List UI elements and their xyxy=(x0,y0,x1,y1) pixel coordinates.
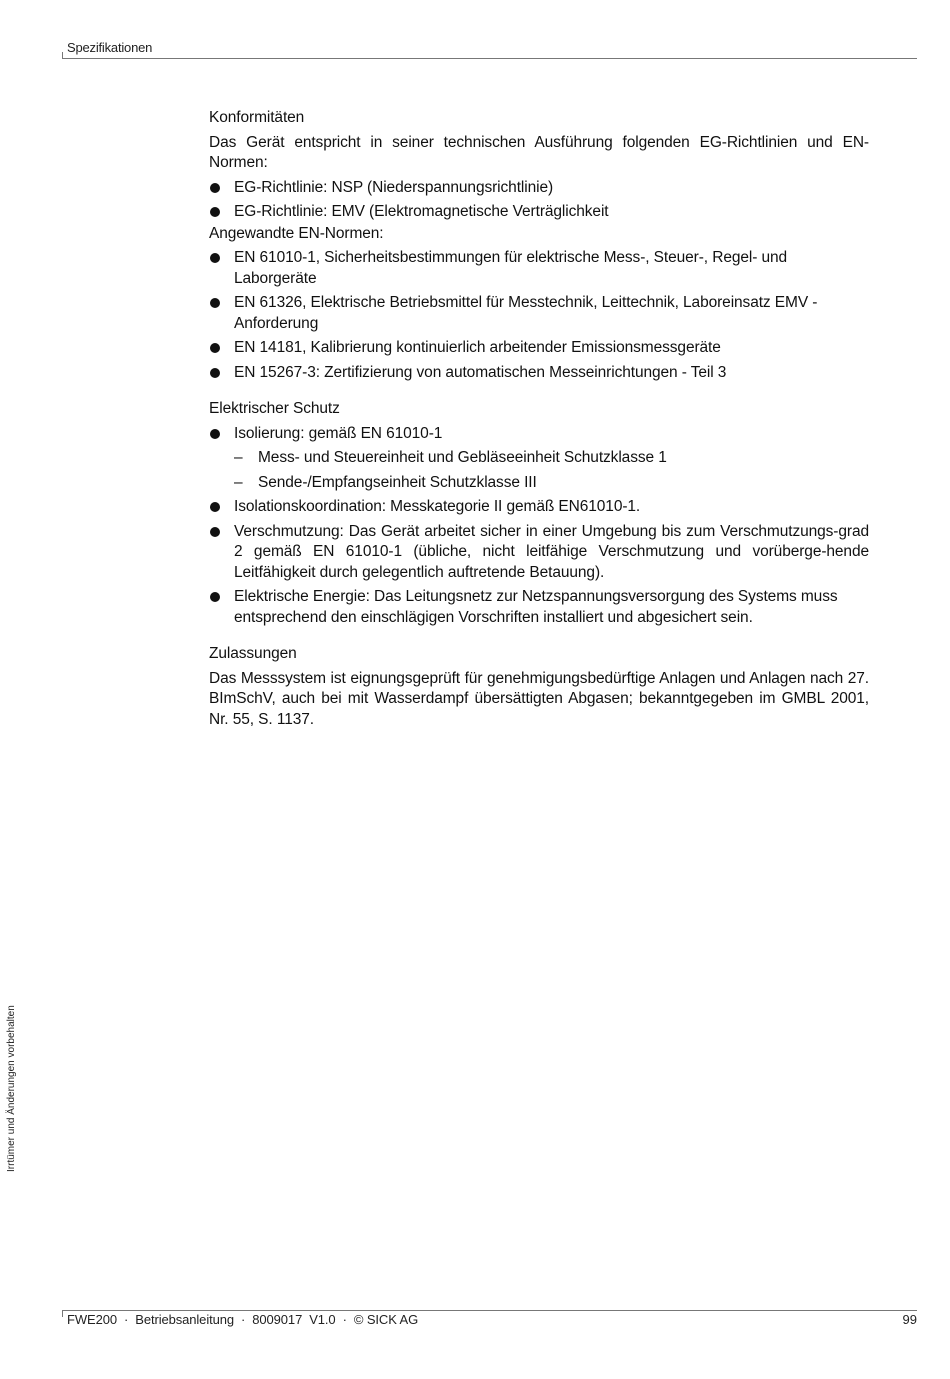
list-item-text: Mess- und Steuereinheit und Gebläseeinheit Schutzklasse 1 xyxy=(258,449,667,466)
section-title-konformitaeten: Konformitäten xyxy=(209,109,305,126)
page-number: 99 xyxy=(902,1312,917,1327)
list-item xyxy=(209,248,869,289)
list-item xyxy=(209,497,869,518)
schutz-list-continued xyxy=(209,497,869,628)
norms-label: Angewandte EN-Normen: xyxy=(209,224,384,242)
list-item xyxy=(209,448,869,469)
schutzklasse-list xyxy=(209,448,869,493)
footer-rule xyxy=(62,1310,917,1311)
dash-icon: – xyxy=(234,473,243,491)
bullet-icon xyxy=(210,527,220,537)
section-elektrischer-schutz xyxy=(209,399,869,628)
header-rule xyxy=(62,58,917,59)
bullet-icon xyxy=(210,207,220,217)
bullet-icon xyxy=(210,502,220,512)
list-item xyxy=(209,363,869,384)
list-item-text: EN 61326, Elektrische Betriebsmittel für Messtechnik, Leittechnik, Laboreinsatz EMV - Anforderung xyxy=(234,294,818,332)
list-item-text: Isolierung: gemäß EN 61010-1 xyxy=(234,424,443,442)
side-disclaimer: Irrtümer und Änderungen vorbehalten xyxy=(6,1005,17,1172)
bullet-icon xyxy=(210,183,220,193)
bullet-icon xyxy=(210,343,220,353)
list-item xyxy=(209,587,869,628)
list-item-text: EG-Richtlinie: NSP (Niederspannungsrichtlinie) xyxy=(234,178,554,196)
bullet-icon xyxy=(210,253,220,263)
list-item-text: Verschmutzung: Das Gerät arbeitet sicher in einer Umgebung bis zum Verschmutzungs-grad 2 gemäß EN 61010-1 (übliche, nicht leitfähige Verschmutzung und vorüberge-hende Leitfähigkeit durch gelegentlich auftretende Betauung). xyxy=(234,522,869,581)
zulassungen-text: Das Messsystem ist eignungsgeprüft für genehmigungsbedürftige Anlagen und Anlagen nach 27. BImSchV, auch bei mit Wasserdampf übersättigten Abgasen; bekanntgegeben im GMBL 2001, Nr. 55, S. 1137. xyxy=(209,669,869,728)
list-item-text: EN 14181, Kalibrierung kontinuierlich arbeitender Emissionsmessgeräte xyxy=(234,339,721,356)
bullet-icon xyxy=(210,298,220,308)
konformitaeten-intro: Das Gerät entspricht in seiner technischen Ausführung folgenden EG-Richtlinien und EN-Normen: xyxy=(209,133,869,171)
header-rule-tick xyxy=(62,52,63,59)
list-item-text: Sende-/Empfangseinheit Schutzklasse III xyxy=(258,473,537,491)
norms-list xyxy=(209,248,869,383)
list-item-text: EG-Richtlinie: EMV (Elektromagnetische Verträglichkeit xyxy=(234,203,609,220)
schutz-list xyxy=(209,424,869,445)
bullet-icon xyxy=(210,429,220,439)
list-item xyxy=(209,293,869,334)
page-content xyxy=(209,108,869,734)
section-title-zulassungen: Zulassungen xyxy=(209,645,297,662)
section-title-elektrischer-schutz: Elektrischer Schutz xyxy=(209,400,340,417)
dash-icon: – xyxy=(234,449,243,466)
directive-list xyxy=(209,178,869,223)
list-item xyxy=(209,178,869,199)
list-item xyxy=(209,424,869,445)
footer-rule-tick xyxy=(62,1310,63,1317)
list-item xyxy=(209,338,869,359)
list-item-text: EN 15267-3: Zertifizierung von automatischen Messeinrichtungen - Teil 3 xyxy=(234,363,727,381)
section-zulassungen xyxy=(209,644,869,730)
running-header: Spezifikationen xyxy=(67,40,153,55)
section-konformitaeten xyxy=(209,108,869,383)
list-item-text: Elektrische Energie: Das Leitungsnetz zur Netzspannungsversorgung des Systems muss entsprechend den einschlägigen Vorschriften installiert und abgesichert sein. xyxy=(234,588,838,626)
list-item-text: EN 61010-1, Sicherheitsbestimmungen für elektrische Mess-, Steuer-, Regel- und Laborgeräte xyxy=(234,249,788,287)
list-item-text: Isolationskoordination: Messkategorie II gemäß EN61010-1. xyxy=(234,498,641,515)
bullet-icon xyxy=(210,368,220,378)
list-item xyxy=(209,522,869,584)
footer-document-info: FWE200 · Betriebsanleitung · 8009017 V1.0 · © SICK AG xyxy=(67,1312,419,1327)
bullet-icon xyxy=(210,592,220,602)
list-item xyxy=(209,473,869,494)
list-item xyxy=(209,202,869,223)
